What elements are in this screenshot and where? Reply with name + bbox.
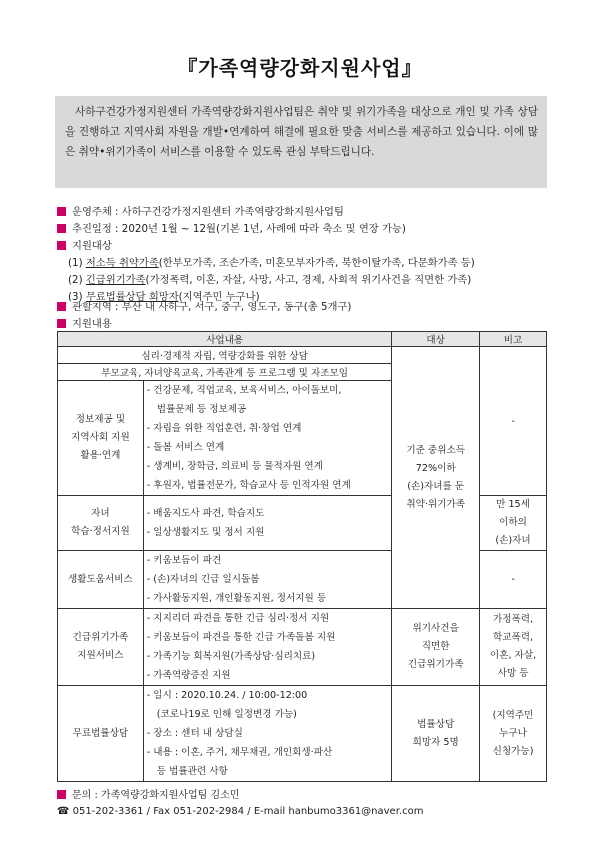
category-legal: 무료법률상담 xyxy=(58,686,144,782)
page-title: 『가족역량강화지원사업』 xyxy=(177,56,423,80)
items-legal: - 일시 : 2020.10.24. / 10:00-12:00 (코로나19로 인해 일정변경 가능) - 장소 : 센터 내 상담실 - 내용 : 이혼, 주거, 채무채권, 개인회생·파산 등 법률관련 사항 xyxy=(143,686,391,782)
target-item-1: (1) 저소득 취약가족(한부모가족, 조손가족, 미혼모부자가족, 북한이탈가족, 다문화가족 등) xyxy=(68,257,475,269)
phone-line: ☎ 051-202-3361 / Fax 051-202-2984 / E-mail hanbumo3361@naver.com xyxy=(57,806,424,817)
items-info-support: - 건강문제, 직업교육, 보육서비스, 아이돌보미, 법률문제 등 정보제공 - 자립을 위한 직업훈련, 취·창업 연계 - 돌봄 서비스 연계 - 생계비, 장학금, 의료비 등 물적자원 연계 - 후원자, 법률전문가, 학습교사 등 인적자원 연계 xyxy=(143,381,391,496)
note-life-help: - xyxy=(480,551,547,609)
note-child-age: 만 15세 이하의 (손)자녀 xyxy=(480,496,547,551)
info-content-label: 지원내용 xyxy=(57,315,112,330)
note-crisis: 가정폭력, 학교폭력, 이혼, 자살, 사망 등 xyxy=(480,609,547,686)
support-table xyxy=(57,331,547,782)
target-item-2: (2) 긴급위기가족(가정폭력, 이혼, 자살, 사망, 사고, 경제, 사회적 위기사건을 직면한 가족) xyxy=(68,274,472,286)
items-crisis: - 지지리더 파견을 통한 긴급 심리·정서 지원 - 키움보듬이 파견을 통한 긴급 가족돌봄 지원 - 가족기능 회복지원(가족상담·심리치료) - 가족역량증진 지원 xyxy=(143,609,391,686)
info-period: 추진일정 : 2020년 1월 ~ 12월(기본 1년, 사례에 따라 축소 및 연장 가능) xyxy=(57,220,406,235)
category-life-help: 생활도움서비스 xyxy=(58,551,144,609)
bullet-square-icon xyxy=(57,790,66,799)
header-target: 대상 xyxy=(392,332,480,347)
bullet-square-icon xyxy=(57,241,66,250)
intro-paragraph: 사하구건강가정지원센터 가족역량강화지원사업팀은 취약 및 위기가족을 대상으로 개인 및 가족 상담을 진행하고 지역사회 자원을 개발•연계하여 해결에 필요한 맞춤 서비스를 제공하고 있습니다. 이에 많은 취약•위기가족이 서비스를 이용할 수 있도록 관심 부탁드립니다. xyxy=(55,96,547,188)
note-cell-dash: - xyxy=(480,347,547,496)
header-content: 사업내용 xyxy=(58,332,392,347)
bullet-square-icon xyxy=(57,207,66,216)
items-life-help: - 키움보듬이 파견 - (손)자녀의 긴급 일시돌봄 - 가사활동지원, 개인활동지원, 정서지원 등 xyxy=(143,551,391,609)
bullet-square-icon xyxy=(57,224,66,233)
info-target-label: 지원대상 xyxy=(57,237,112,252)
header-note: 비고 xyxy=(480,332,547,347)
target-legal: 법률상담 희망자 5명 xyxy=(392,686,480,782)
contact-line: 문의 : 가족역량강화지원사업팀 김소민 xyxy=(57,786,239,801)
note-legal: (지역주민 누구나 신청가능) xyxy=(480,686,547,782)
category-child-learning: 자녀 학습·정서지원 xyxy=(58,496,144,551)
phone-icon: ☎ xyxy=(57,806,70,817)
bullet-square-icon xyxy=(57,319,66,328)
span-row-education: 부모교육, 자녀양육교육, 가족관계 등 프로그램 및 자조모임 xyxy=(58,364,392,381)
info-operator: 운영주체 : 사하구건강가정지원센터 가족역량강화지원사업팀 xyxy=(57,203,344,218)
items-child-learning: - 배움지도사 파견, 학습지도 - 일상생활지도 및 정서 지원 xyxy=(143,496,391,551)
span-row-counseling: 심리·경제적 자립, 역량강화를 위한 상담 xyxy=(58,347,392,364)
category-info-support: 정보제공 및 지역사회 지원 활용·연계 xyxy=(58,381,144,496)
target-item-3: (3) 무료법률상담 희망자(지역주민 누구나) xyxy=(68,291,260,303)
bullet-square-icon xyxy=(57,302,66,311)
target-cell-vulnerable: 기준 중위소득 72%이하 (손)자녀를 둔 취약·위기가족 xyxy=(392,347,480,609)
category-crisis: 긴급위기가족 지원서비스 xyxy=(58,609,144,686)
target-crisis: 위기사건을 직면한 긴급위기가족 xyxy=(392,609,480,686)
info-area: 관할지역 : 부산 내 사하구, 서구, 중구, 영도구, 동구(총 5개구) xyxy=(57,298,351,313)
